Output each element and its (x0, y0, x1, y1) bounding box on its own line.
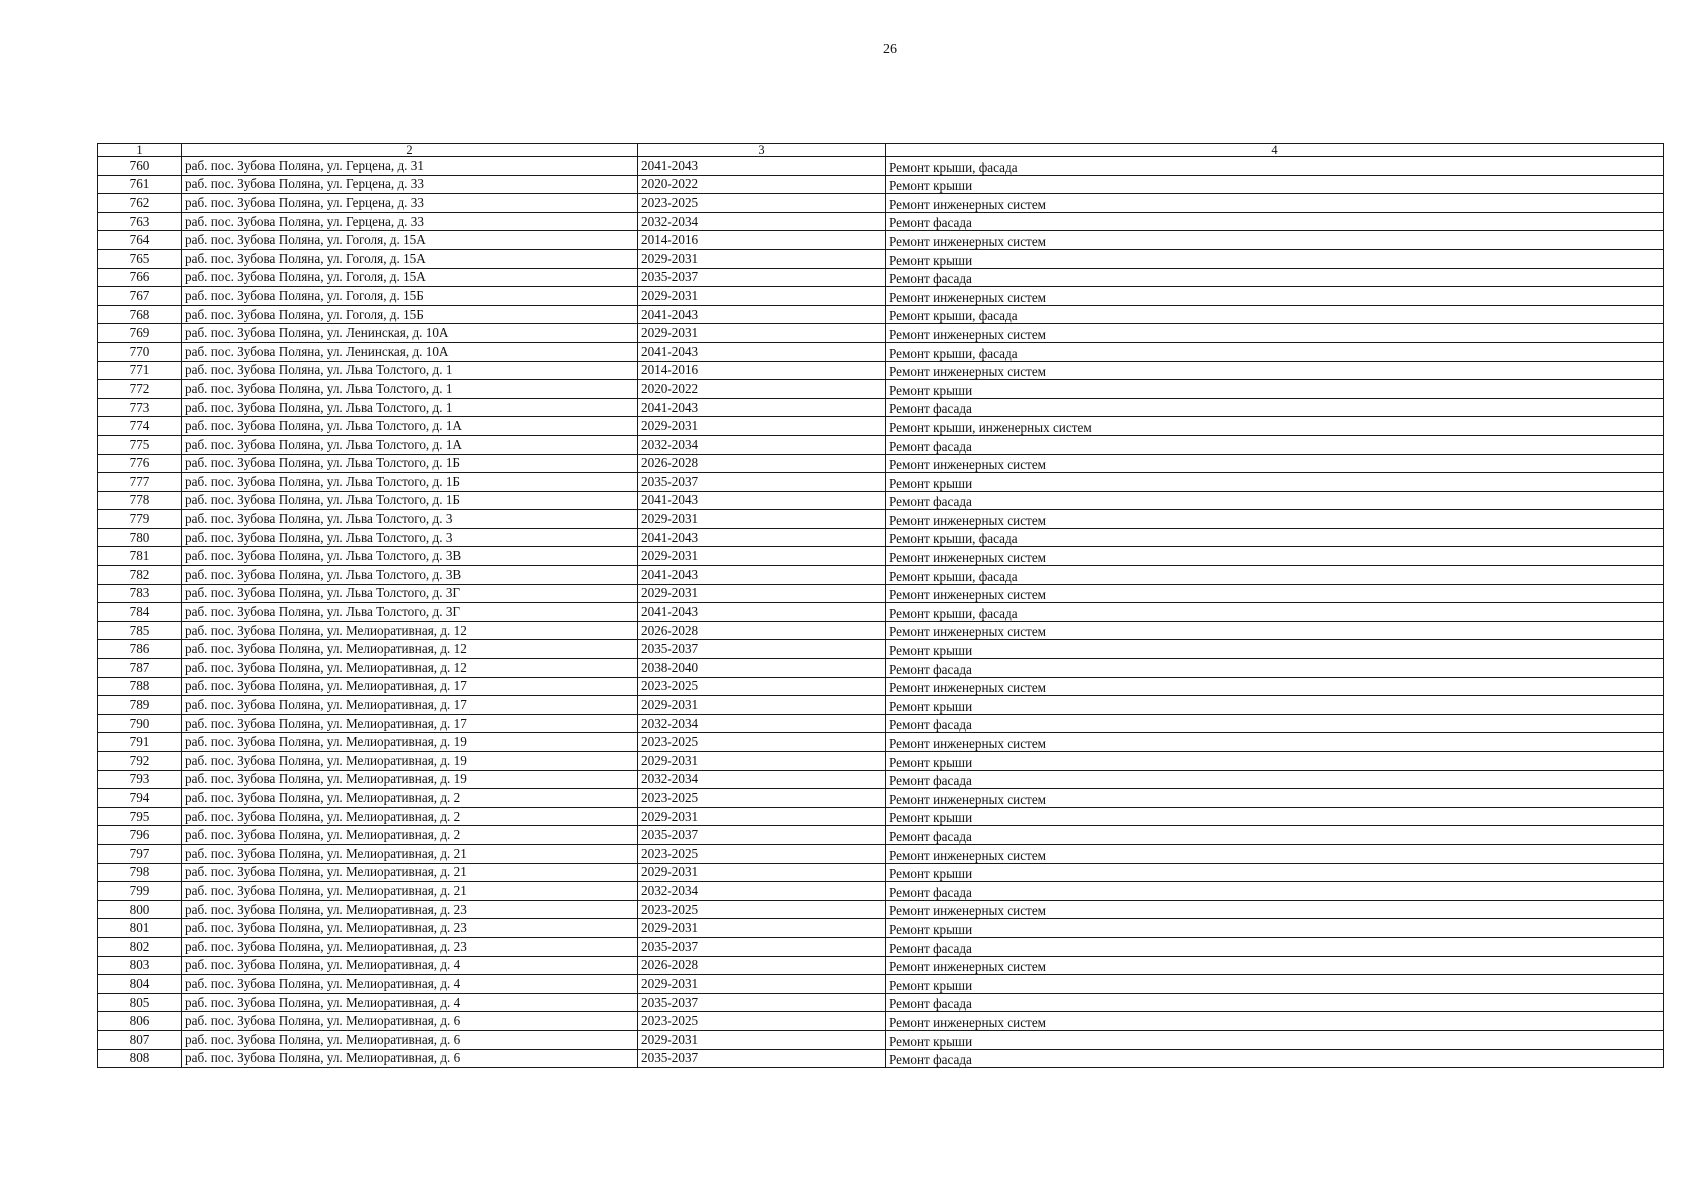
table-row (98, 807, 1664, 826)
row-number-cell: 799 (98, 882, 182, 901)
work-type-cell: Ремонт крыши (886, 249, 1664, 268)
period-cell: 2029-2031 (638, 696, 886, 715)
period-cell: 2026-2028 (638, 621, 886, 640)
period-cell: 2032-2034 (638, 714, 886, 733)
table-row (98, 603, 1664, 622)
row-number-cell: 806 (98, 1012, 182, 1031)
address-cell: раб. пос. Зубова Поляна, ул. Льва Толстого, д. 1 (182, 398, 638, 417)
row-number-cell: 775 (98, 435, 182, 454)
work-type-cell: Ремонт инженерных систем (886, 287, 1664, 306)
column-header-work-type: 4 (886, 144, 1664, 157)
table-row (98, 231, 1664, 250)
period-cell: 2041-2043 (638, 157, 886, 176)
row-number-cell: 783 (98, 584, 182, 603)
table-row (98, 491, 1664, 510)
table-row (98, 398, 1664, 417)
address-cell: раб. пос. Зубова Поляна, ул. Льва Толстого, д. 1 (182, 361, 638, 380)
address-cell: раб. пос. Зубова Поляна, ул. Льва Толстого, д. 3В (182, 547, 638, 566)
work-type-cell: Ремонт фасада (886, 398, 1664, 417)
work-type-cell: Ремонт инженерных систем (886, 621, 1664, 640)
row-number-cell: 772 (98, 380, 182, 399)
row-number-cell: 795 (98, 807, 182, 826)
table-row (98, 1012, 1664, 1031)
period-cell: 2023-2025 (638, 789, 886, 808)
table-row (98, 863, 1664, 882)
row-number-cell: 790 (98, 714, 182, 733)
row-number-cell: 780 (98, 528, 182, 547)
period-cell: 2023-2025 (638, 844, 886, 863)
address-cell: раб. пос. Зубова Поляна, ул. Льва Толстого, д. 3 (182, 528, 638, 547)
period-cell: 2029-2031 (638, 584, 886, 603)
row-number-cell: 773 (98, 398, 182, 417)
column-header-number: 1 (98, 144, 182, 157)
address-cell: раб. пос. Зубова Поляна, ул. Льва Толстого, д. 3 (182, 510, 638, 529)
work-type-cell: Ремонт крыши (886, 863, 1664, 882)
period-cell: 2029-2031 (638, 287, 886, 306)
row-number-cell: 787 (98, 659, 182, 678)
period-cell: 2023-2025 (638, 677, 886, 696)
table-row (98, 157, 1664, 176)
address-cell: раб. пос. Зубова Поляна, ул. Мелиоративная, д. 19 (182, 770, 638, 789)
row-number-cell: 760 (98, 157, 182, 176)
row-number-cell: 761 (98, 175, 182, 194)
work-type-cell: Ремонт инженерных систем (886, 733, 1664, 752)
work-type-cell: Ремонт крыши (886, 975, 1664, 994)
row-number-cell: 779 (98, 510, 182, 529)
period-cell: 2023-2025 (638, 194, 886, 213)
work-type-cell: Ремонт инженерных систем (886, 547, 1664, 566)
period-cell: 2032-2034 (638, 435, 886, 454)
work-type-cell: Ремонт крыши, фасада (886, 566, 1664, 585)
row-number-cell: 784 (98, 603, 182, 622)
address-cell: раб. пос. Зубова Поляна, ул. Мелиоративная, д. 21 (182, 863, 638, 882)
address-cell: раб. пос. Зубова Поляна, ул. Мелиоративная, д. 6 (182, 1012, 638, 1031)
period-cell: 2029-2031 (638, 1030, 886, 1049)
address-cell: раб. пос. Зубова Поляна, ул. Мелиоративная, д. 19 (182, 733, 638, 752)
row-number-cell: 807 (98, 1030, 182, 1049)
period-cell: 2029-2031 (638, 249, 886, 268)
table-row (98, 752, 1664, 771)
row-number-cell: 762 (98, 194, 182, 213)
address-cell: раб. пос. Зубова Поляна, ул. Герцена, д. 33 (182, 175, 638, 194)
address-cell: раб. пос. Зубова Поляна, ул. Гоголя, д. 15Б (182, 305, 638, 324)
table-row (98, 510, 1664, 529)
period-cell: 2041-2043 (638, 603, 886, 622)
table-row (98, 287, 1664, 306)
address-cell: раб. пос. Зубова Поляна, ул. Гоголя, д. 15Б (182, 287, 638, 306)
table-row (98, 956, 1664, 975)
table-row (98, 268, 1664, 287)
period-cell: 2023-2025 (638, 1012, 886, 1031)
work-type-cell: Ремонт крыши, фасада (886, 157, 1664, 176)
work-type-cell: Ремонт инженерных систем (886, 844, 1664, 863)
row-number-cell: 768 (98, 305, 182, 324)
table-row (98, 789, 1664, 808)
row-number-cell: 777 (98, 473, 182, 492)
work-type-cell: Ремонт фасада (886, 659, 1664, 678)
work-type-cell: Ремонт крыши (886, 640, 1664, 659)
address-cell: раб. пос. Зубова Поляна, ул. Гоголя, д. 15А (182, 268, 638, 287)
work-type-cell: Ремонт фасада (886, 770, 1664, 789)
work-type-cell: Ремонт инженерных систем (886, 677, 1664, 696)
address-cell: раб. пос. Зубова Поляна, ул. Мелиоративная, д. 4 (182, 975, 638, 994)
table-row (98, 844, 1664, 863)
table-row (98, 975, 1664, 994)
table-row (98, 454, 1664, 473)
table-row (98, 361, 1664, 380)
row-number-cell: 798 (98, 863, 182, 882)
work-type-cell: Ремонт инженерных систем (886, 584, 1664, 603)
address-cell: раб. пос. Зубова Поляна, ул. Мелиоративная, д. 12 (182, 640, 638, 659)
period-cell: 2020-2022 (638, 380, 886, 399)
row-number-cell: 801 (98, 919, 182, 938)
period-cell: 2038-2040 (638, 659, 886, 678)
period-cell: 2035-2037 (638, 826, 886, 845)
table-row (98, 919, 1664, 938)
row-number-cell: 805 (98, 993, 182, 1012)
work-type-cell: Ремонт крыши, инженерных систем (886, 417, 1664, 436)
address-cell: раб. пос. Зубова Поляна, ул. Герцена, д. 33 (182, 212, 638, 231)
row-number-cell: 804 (98, 975, 182, 994)
row-number-cell: 781 (98, 547, 182, 566)
address-cell: раб. пос. Зубова Поляна, ул. Льва Толстого, д. 1Б (182, 473, 638, 492)
work-type-cell: Ремонт инженерных систем (886, 324, 1664, 343)
row-number-cell: 776 (98, 454, 182, 473)
period-cell: 2029-2031 (638, 975, 886, 994)
work-type-cell: Ремонт крыши (886, 752, 1664, 771)
address-cell: раб. пос. Зубова Поляна, ул. Льва Толстого, д. 3В (182, 566, 638, 585)
row-number-cell: 802 (98, 937, 182, 956)
row-number-cell: 796 (98, 826, 182, 845)
address-cell: раб. пос. Зубова Поляна, ул. Мелиоративная, д. 17 (182, 696, 638, 715)
work-type-cell: Ремонт фасада (886, 268, 1664, 287)
period-cell: 2014-2016 (638, 361, 886, 380)
address-cell: раб. пос. Зубова Поляна, ул. Мелиоративная, д. 2 (182, 789, 638, 808)
period-cell: 2014-2016 (638, 231, 886, 250)
work-type-cell: Ремонт фасада (886, 937, 1664, 956)
address-cell: раб. пос. Зубова Поляна, ул. Мелиоративная, д. 12 (182, 621, 638, 640)
period-cell: 2035-2037 (638, 993, 886, 1012)
period-cell: 2032-2034 (638, 770, 886, 789)
row-number-cell: 774 (98, 417, 182, 436)
period-cell: 2035-2037 (638, 640, 886, 659)
period-cell: 2041-2043 (638, 491, 886, 510)
address-cell: раб. пос. Зубова Поляна, ул. Мелиоративная, д. 23 (182, 900, 638, 919)
table-row (98, 324, 1664, 343)
table-row (98, 528, 1664, 547)
period-cell: 2029-2031 (638, 324, 886, 343)
address-cell: раб. пос. Зубова Поляна, ул. Мелиоративная, д. 23 (182, 919, 638, 938)
work-type-cell: Ремонт крыши (886, 473, 1664, 492)
page-number: 26 (883, 42, 897, 57)
period-cell: 2029-2031 (638, 752, 886, 771)
period-cell: 2032-2034 (638, 212, 886, 231)
address-cell: раб. пос. Зубова Поляна, ул. Мелиоративная, д. 2 (182, 807, 638, 826)
table-row (98, 417, 1664, 436)
work-type-cell: Ремонт фасада (886, 826, 1664, 845)
table-row (98, 566, 1664, 585)
row-number-cell: 788 (98, 677, 182, 696)
address-cell: раб. пос. Зубова Поляна, ул. Мелиоративная, д. 6 (182, 1049, 638, 1068)
table-header-row (98, 144, 1664, 157)
work-type-cell: Ремонт фасада (886, 491, 1664, 510)
work-type-cell: Ремонт инженерных систем (886, 231, 1664, 250)
work-type-cell: Ремонт фасада (886, 212, 1664, 231)
row-number-cell: 763 (98, 212, 182, 231)
work-type-cell: Ремонт фасада (886, 882, 1664, 901)
address-cell: раб. пос. Зубова Поляна, ул. Мелиоративная, д. 17 (182, 677, 638, 696)
work-type-cell: Ремонт инженерных систем (886, 789, 1664, 808)
table-row (98, 677, 1664, 696)
table-row (98, 305, 1664, 324)
row-number-cell: 808 (98, 1049, 182, 1068)
row-number-cell: 770 (98, 342, 182, 361)
address-cell: раб. пос. Зубова Поляна, ул. Льва Толстого, д. 1 (182, 380, 638, 399)
period-cell: 2041-2043 (638, 566, 886, 585)
period-cell: 2041-2043 (638, 398, 886, 417)
work-type-cell: Ремонт фасада (886, 714, 1664, 733)
row-number-cell: 792 (98, 752, 182, 771)
period-cell: 2035-2037 (638, 937, 886, 956)
row-number-cell: 771 (98, 361, 182, 380)
row-number-cell: 765 (98, 249, 182, 268)
row-number-cell: 769 (98, 324, 182, 343)
table-row (98, 696, 1664, 715)
work-type-cell: Ремонт крыши, фасада (886, 305, 1664, 324)
period-cell: 2029-2031 (638, 919, 886, 938)
table-row (98, 473, 1664, 492)
address-cell: раб. пос. Зубова Поляна, ул. Герцена, д. 33 (182, 194, 638, 213)
address-cell: раб. пос. Зубова Поляна, ул. Мелиоративная, д. 12 (182, 659, 638, 678)
period-cell: 2029-2031 (638, 863, 886, 882)
period-cell: 2023-2025 (638, 733, 886, 752)
period-cell: 2032-2034 (638, 882, 886, 901)
work-type-cell: Ремонт фасада (886, 1049, 1664, 1068)
table-row (98, 993, 1664, 1012)
period-cell: 2029-2031 (638, 417, 886, 436)
row-number-cell: 800 (98, 900, 182, 919)
row-number-cell: 797 (98, 844, 182, 863)
work-type-cell: Ремонт инженерных систем (886, 956, 1664, 975)
column-header-period: 3 (638, 144, 886, 157)
row-number-cell: 764 (98, 231, 182, 250)
work-type-cell: Ремонт крыши, фасада (886, 528, 1664, 547)
period-cell: 2035-2037 (638, 268, 886, 287)
address-cell: раб. пос. Зубова Поляна, ул. Мелиоративная, д. 21 (182, 844, 638, 863)
period-cell: 2029-2031 (638, 807, 886, 826)
work-type-cell: Ремонт крыши (886, 175, 1664, 194)
work-type-cell: Ремонт крыши, фасада (886, 342, 1664, 361)
address-cell: раб. пос. Зубова Поляна, ул. Льва Толстого, д. 3Г (182, 584, 638, 603)
work-type-cell: Ремонт крыши, фасада (886, 603, 1664, 622)
address-cell: раб. пос. Зубова Поляна, ул. Мелиоративная, д. 2 (182, 826, 638, 845)
address-cell: раб. пос. Зубова Поляна, ул. Герцена, д. 31 (182, 157, 638, 176)
period-cell: 2026-2028 (638, 956, 886, 975)
work-type-cell: Ремонт крыши (886, 696, 1664, 715)
table-row (98, 621, 1664, 640)
table-row (98, 1030, 1664, 1049)
work-type-cell: Ремонт инженерных систем (886, 900, 1664, 919)
row-number-cell: 791 (98, 733, 182, 752)
address-cell: раб. пос. Зубова Поляна, ул. Льва Толстого, д. 1Б (182, 454, 638, 473)
table-row (98, 659, 1664, 678)
address-cell: раб. пос. Зубова Поляна, ул. Мелиоративная, д. 21 (182, 882, 638, 901)
work-type-cell: Ремонт инженерных систем (886, 454, 1664, 473)
table-row (98, 175, 1664, 194)
period-cell: 2041-2043 (638, 342, 886, 361)
address-cell: раб. пос. Зубова Поляна, ул. Ленинская, д. 10А (182, 324, 638, 343)
table-row (98, 826, 1664, 845)
table-row (98, 249, 1664, 268)
table-row (98, 547, 1664, 566)
table-row (98, 212, 1664, 231)
period-cell: 2029-2031 (638, 547, 886, 566)
period-cell: 2041-2043 (638, 528, 886, 547)
period-cell: 2041-2043 (638, 305, 886, 324)
row-number-cell: 794 (98, 789, 182, 808)
work-type-cell: Ремонт фасада (886, 993, 1664, 1012)
row-number-cell: 786 (98, 640, 182, 659)
table-row (98, 770, 1664, 789)
work-type-cell: Ремонт крыши (886, 1030, 1664, 1049)
address-cell: раб. пос. Зубова Поляна, ул. Мелиоративная, д. 4 (182, 956, 638, 975)
row-number-cell: 789 (98, 696, 182, 715)
table-body (98, 157, 1664, 1068)
period-cell: 2035-2037 (638, 1049, 886, 1068)
row-number-cell: 767 (98, 287, 182, 306)
address-cell: раб. пос. Зубова Поляна, ул. Мелиоративная, д. 17 (182, 714, 638, 733)
row-number-cell: 793 (98, 770, 182, 789)
row-number-cell: 785 (98, 621, 182, 640)
work-type-cell: Ремонт инженерных систем (886, 510, 1664, 529)
work-type-cell: Ремонт инженерных систем (886, 194, 1664, 213)
address-cell: раб. пос. Зубова Поляна, ул. Ленинская, д. 10А (182, 342, 638, 361)
row-number-cell: 778 (98, 491, 182, 510)
table-row (98, 584, 1664, 603)
work-type-cell: Ремонт крыши (886, 919, 1664, 938)
work-type-cell: Ремонт фасада (886, 435, 1664, 454)
repair-schedule-table (97, 143, 1664, 1068)
row-number-cell: 766 (98, 268, 182, 287)
table-row (98, 1049, 1664, 1068)
period-cell: 2029-2031 (638, 510, 886, 529)
address-cell: раб. пос. Зубова Поляна, ул. Мелиоративная, д. 4 (182, 993, 638, 1012)
address-cell: раб. пос. Зубова Поляна, ул. Мелиоративная, д. 19 (182, 752, 638, 771)
work-type-cell: Ремонт инженерных систем (886, 1012, 1664, 1031)
work-type-cell: Ремонт крыши (886, 380, 1664, 399)
table-row (98, 435, 1664, 454)
table-row (98, 714, 1664, 733)
address-cell: раб. пос. Зубова Поляна, ул. Льва Толстого, д. 3Г (182, 603, 638, 622)
work-type-cell: Ремонт инженерных систем (886, 361, 1664, 380)
period-cell: 2035-2037 (638, 473, 886, 492)
period-cell: 2023-2025 (638, 900, 886, 919)
column-header-address: 2 (182, 144, 638, 157)
work-type-cell: Ремонт крыши (886, 807, 1664, 826)
table-row (98, 882, 1664, 901)
table-row (98, 900, 1664, 919)
table-row (98, 194, 1664, 213)
table-row (98, 937, 1664, 956)
address-cell: раб. пос. Зубова Поляна, ул. Льва Толстого, д. 1Б (182, 491, 638, 510)
address-cell: раб. пос. Зубова Поляна, ул. Льва Толстого, д. 1А (182, 417, 638, 436)
table-row (98, 342, 1664, 361)
row-number-cell: 803 (98, 956, 182, 975)
table-row (98, 733, 1664, 752)
address-cell: раб. пос. Зубова Поляна, ул. Гоголя, д. 15А (182, 249, 638, 268)
table-row (98, 380, 1664, 399)
address-cell: раб. пос. Зубова Поляна, ул. Льва Толстого, д. 1А (182, 435, 638, 454)
address-cell: раб. пос. Зубова Поляна, ул. Мелиоративная, д. 6 (182, 1030, 638, 1049)
table-row (98, 640, 1664, 659)
period-cell: 2026-2028 (638, 454, 886, 473)
period-cell: 2020-2022 (638, 175, 886, 194)
address-cell: раб. пос. Зубова Поляна, ул. Мелиоративная, д. 23 (182, 937, 638, 956)
address-cell: раб. пос. Зубова Поляна, ул. Гоголя, д. 15А (182, 231, 638, 250)
row-number-cell: 782 (98, 566, 182, 585)
